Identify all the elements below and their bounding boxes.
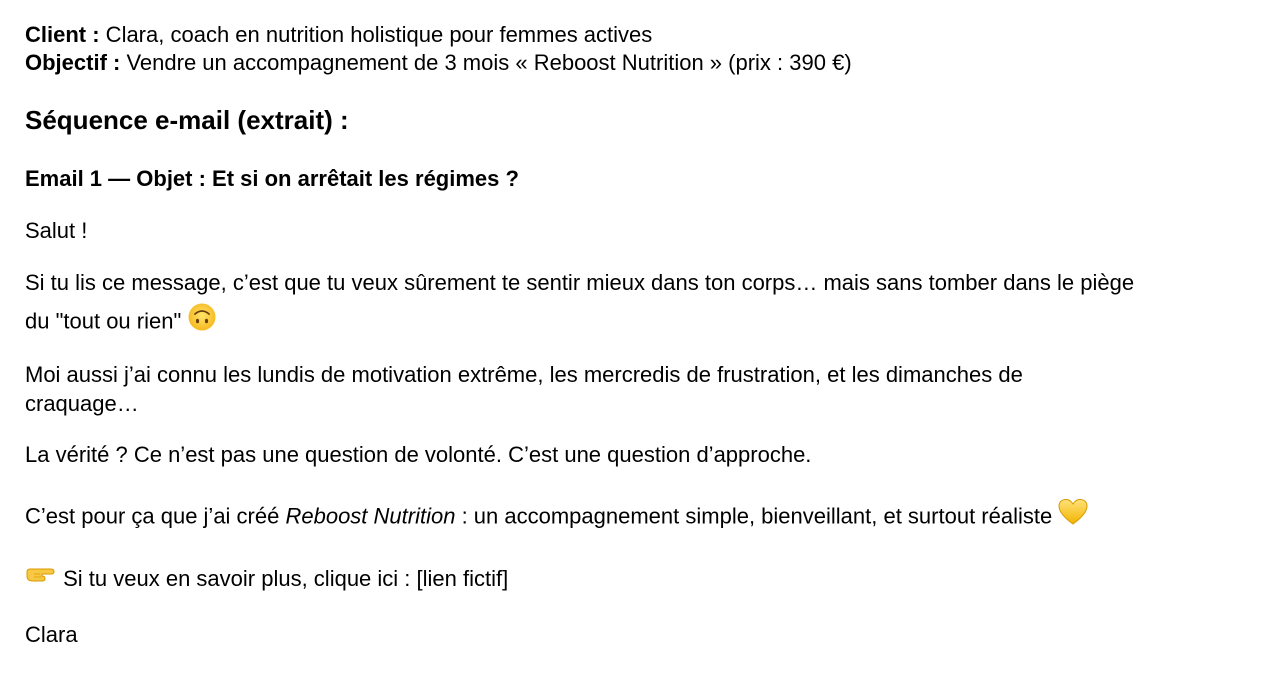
email-greeting: Salut !	[25, 218, 88, 243]
paragraph-1-line-1: Si tu lis ce message, c’est que tu veux sûrement te sentir mieux dans ton corps… mais sans tomber dans le piège	[25, 270, 1135, 295]
client-value: Clara, coach en nutrition holistique pour femmes actives	[99, 22, 653, 47]
cta-text: Si tu veux en savoir plus, clique ici : [lien fictif]	[63, 566, 509, 591]
client-line	[25, 20, 1243, 49]
paragraph-4-after: : un accompagnement simple, bienveillant, et surtout réaliste	[455, 503, 1053, 529]
client-label: Client :	[25, 22, 100, 47]
pointing-hand-icon	[25, 563, 57, 594]
paragraph-1-line-2-text: du "tout ou rien"	[25, 308, 182, 334]
paragraph-4	[25, 500, 1243, 535]
objective-value: Vendre un accompagnement de 3 mois « Reboost Nutrition » (prix : 390 €)	[120, 50, 852, 75]
paragraph-4-before: C’est pour ça que j’ai créé	[25, 503, 286, 529]
paragraph-3: La vérité ? Ce n’est pas une question de volonté. C’est une question d’approche.	[25, 442, 812, 467]
objective-line	[25, 48, 1243, 77]
upside-down-face-icon	[187, 302, 217, 339]
paragraph-2: Moi aussi j’ai connu les lundis de motivation extrême, les mercredis de frustration, et les dimanches de craquage…	[25, 362, 1023, 416]
section-title: Séquence e-mail (extrait) :	[25, 105, 349, 135]
objective-label: Objectif :	[25, 50, 121, 75]
product-name: Reboost Nutrition	[285, 503, 456, 529]
email-heading: Email 1 — Objet : Et si on arrêtait les régimes ?	[25, 166, 519, 191]
signature: Clara	[25, 622, 78, 647]
paragraph-1-line-2	[25, 304, 1243, 341]
yellow-heart-icon	[1058, 498, 1088, 533]
cta-line	[25, 564, 1243, 596]
